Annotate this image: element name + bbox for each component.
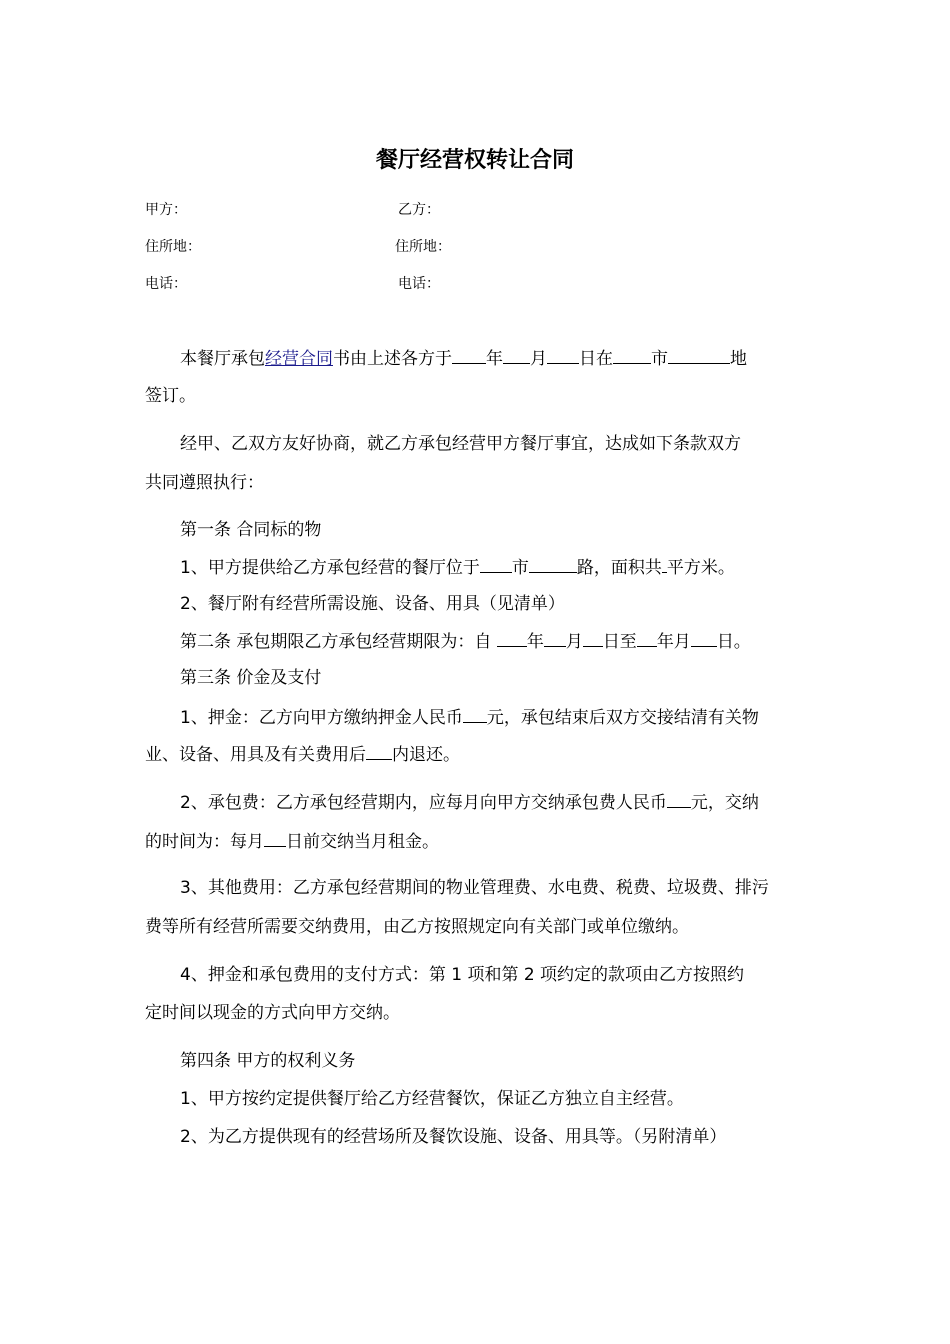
pay-day-blank[interactable] xyxy=(264,829,286,847)
city-blank[interactable] xyxy=(613,346,651,364)
article-2-text: 日。 xyxy=(716,632,751,652)
intro-text: 地 xyxy=(730,349,747,369)
article-1-text: 市 xyxy=(511,558,529,578)
start-month-blank[interactable] xyxy=(544,629,566,647)
article-1-item-1 xyxy=(180,555,735,580)
article-3-item-1-line-1 xyxy=(180,705,759,730)
intro-text: 市 xyxy=(651,349,668,369)
address-b-label: 住所地： xyxy=(395,239,451,255)
article-4-item-1: 1、甲方按约定提供餐厅给乙方经营餐饮，保证乙方独立自主经营。 xyxy=(180,1089,684,1109)
article-3-item-1-line-2 xyxy=(145,742,460,767)
article-2-text: 第二条 承包期限乙方承包经营期限为：自 xyxy=(180,632,492,652)
article-2-text: 年月 xyxy=(656,632,691,652)
article-2-text: 月 xyxy=(565,632,583,652)
intro-text: 日在 xyxy=(579,349,613,369)
article-3-text: 2、承包费：乙方承包经营期内，应每月向甲方交纳承包费人民币 xyxy=(180,793,667,813)
intro-line-1 xyxy=(180,346,747,371)
year-blank[interactable] xyxy=(452,346,486,364)
article-2 xyxy=(180,629,751,654)
article-3-item-3-line-2: 费等所有经营所需要交纳费用，由乙方按照规定向有关部门或单位缴纳。 xyxy=(145,917,689,937)
refund-period-blank[interactable] xyxy=(366,742,392,760)
article-3-heading: 第三条 价金及支付 xyxy=(180,668,322,688)
intro-text: 年 xyxy=(486,349,503,369)
intro-text: 月 xyxy=(530,349,547,369)
article-3-item-4-line-1: 4、押金和承包费用的支付方式：第 1 项和第 2 项约定的款项由乙方按照约 xyxy=(180,965,745,985)
article-3-text: 业、设备、用具及有关费用后 xyxy=(145,745,366,765)
article-3-text: 日前交纳当月租金。 xyxy=(286,832,439,852)
location-city-blank[interactable] xyxy=(480,555,512,573)
deposit-amount-blank[interactable] xyxy=(463,705,487,723)
party-a-label: 甲方： xyxy=(145,202,187,218)
intro-line-2: 签订。 xyxy=(145,386,196,406)
article-1-heading: 第一条 合同标的物 xyxy=(180,520,322,540)
article-3-text: 元，交纳 xyxy=(690,793,759,813)
party-b-label: 乙方： xyxy=(398,202,440,218)
end-year-blank[interactable] xyxy=(637,629,657,647)
start-day-blank[interactable] xyxy=(583,629,603,647)
article-4-item-2: 2、为乙方提供现有的经营场所及餐饮设施、设备、用具等。（另附清单） xyxy=(180,1127,727,1147)
document-title: 餐厅经营权转让合同 xyxy=(375,148,574,173)
article-3-item-3-line-1: 3、其他费用：乙方承包经营期间的物业管理费、水电费、税费、垃圾费、排污 xyxy=(180,878,769,898)
article-3-item-2-line-1 xyxy=(180,790,759,815)
end-day-blank[interactable] xyxy=(691,629,717,647)
article-1-text: 平方米。 xyxy=(666,558,735,578)
article-3-text: 内退还。 xyxy=(392,745,460,765)
article-4-heading: 第四条 甲方的权利义务 xyxy=(180,1051,356,1071)
article-1-text: 1、甲方提供给乙方承包经营的餐厅位于 xyxy=(180,558,480,578)
article-3-text: 的时间为：每月 xyxy=(145,832,264,852)
fee-amount-blank[interactable] xyxy=(667,790,691,808)
agreement-line-1: 经甲、乙双方友好协商，就乙方承包经营甲方餐厅事宜，达成如下条款双方 xyxy=(180,434,741,454)
article-3-text: 1、押金：乙方向甲方缴纳押金人民币 xyxy=(180,708,463,728)
phone-b-label: 电话： xyxy=(398,276,440,292)
start-year-blank[interactable] xyxy=(497,629,527,647)
article-2-text: 日至 xyxy=(602,632,637,652)
contract-link[interactable]: 经营合同 xyxy=(265,349,333,369)
address-a-label: 住所地： xyxy=(145,239,201,255)
article-2-text: 年 xyxy=(526,632,544,652)
article-3-item-4-line-2: 定时间以现金的方式向甲方交纳。 xyxy=(145,1003,400,1023)
phone-a-label: 电话： xyxy=(145,276,187,292)
intro-text: 书由上述各方于 xyxy=(333,349,452,369)
place-blank[interactable] xyxy=(668,346,730,364)
intro-text: 本餐厅承包 xyxy=(180,349,265,369)
agreement-line-2: 共同遵照执行： xyxy=(145,473,264,493)
article-3-text: 元，承包结束后双方交接结清有关物 xyxy=(486,708,759,728)
month-blank[interactable] xyxy=(503,346,530,364)
road-blank[interactable] xyxy=(529,555,577,573)
article-3-item-2-line-2 xyxy=(145,829,439,854)
day-blank[interactable] xyxy=(547,346,579,364)
article-1-text: 路，面积共 xyxy=(576,558,662,578)
article-1-item-2: 2、餐厅附有经营所需设施、设备、用具（见清单） xyxy=(180,594,565,614)
